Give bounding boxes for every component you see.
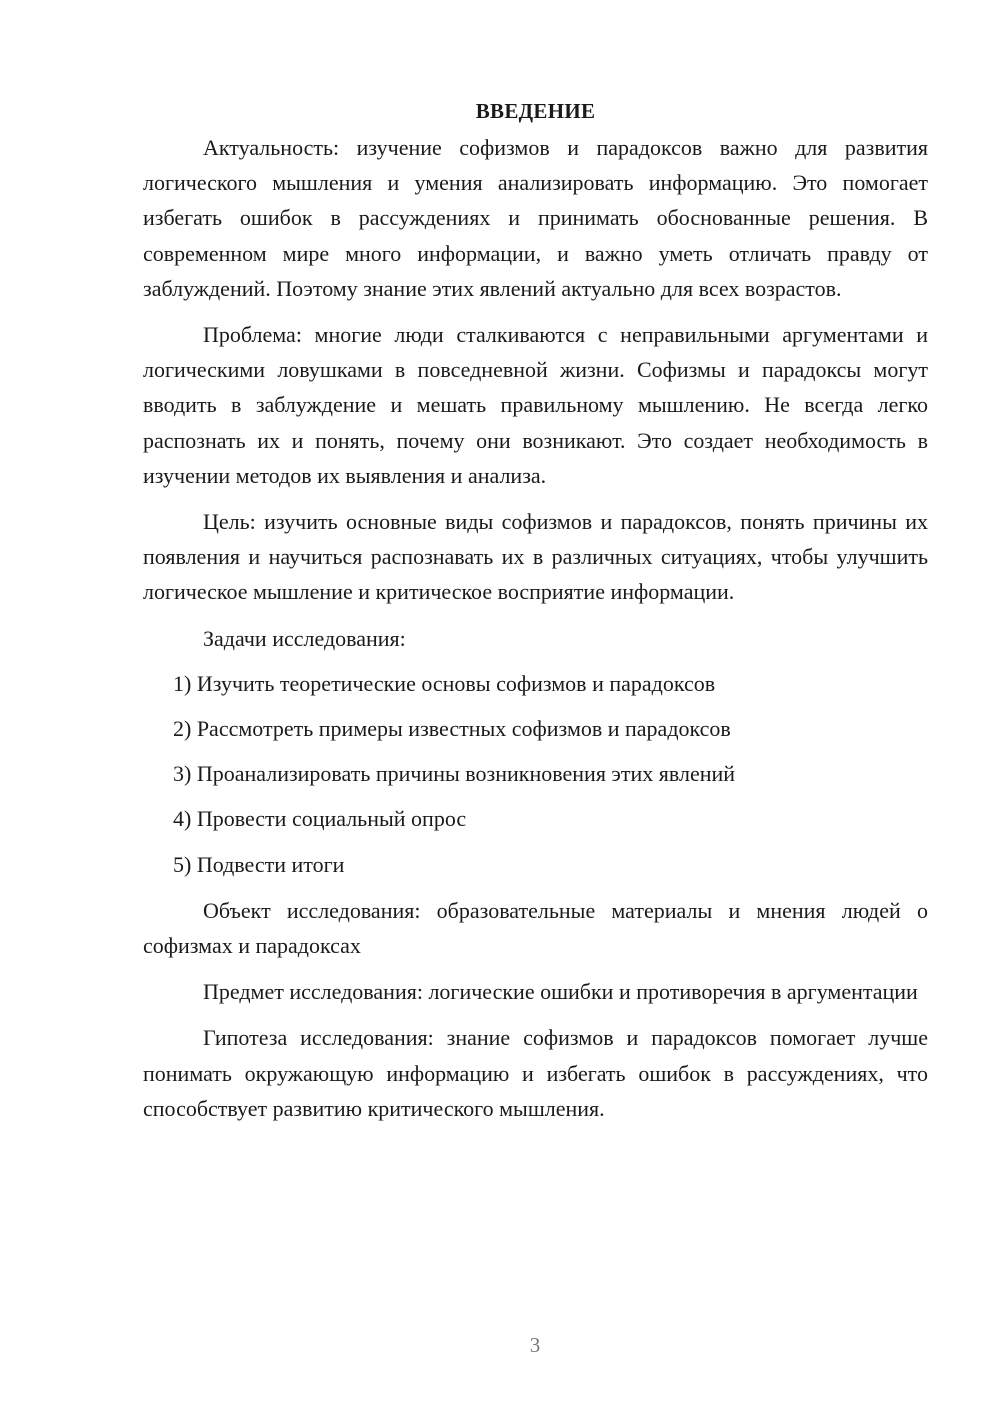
paragraph-relevance: Актуальность: изучение софизмов и парадоксов важно для развития логического мышления и умения анализировать информацию. Это помогает избегать ошибок в рассуждениях и принимать обоснованные решения. В современном мире много информации, и важно уметь отличать правду от заблуждений. Поэтому знание этих явлений актуально для всех возрастов. xyxy=(143,135,928,301)
paragraph-problem: Проблема: многие люди сталкиваются с неправильными аргументами и логическими ловушками в повседневной жизни. Софизмы и парадоксы могут вводить в заблуждение и мешать правильному мышлению. Не всегда легко распознать их и понять, почему они возникают. Это создает необходимость в изучении методов их выявления и анализа. xyxy=(143,322,928,488)
list-item: 1) Изучить теоретические основы софизмов и парадоксов xyxy=(173,670,716,696)
tasks-heading: Задачи исследования: xyxy=(203,625,406,651)
document-page xyxy=(143,96,928,1126)
paragraph-object: Объект исследования: образовательные материалы и мнения людей о софизмах и парадоксах xyxy=(143,897,928,959)
list-item: 4) Провести социальный опрос xyxy=(173,806,467,832)
list-item: 3) Проанализировать причины возникновения этих явлений xyxy=(173,761,736,787)
list-item: 5) Подвести итоги xyxy=(173,851,345,877)
tasks-list xyxy=(143,666,928,882)
section-title: ВВЕДЕНИЕ xyxy=(475,99,596,123)
paragraph-subject: Предмет исследования: логические ошибки и противоречия в аргументации xyxy=(203,979,918,1005)
list-item: 2) Рассмотреть примеры известных софизмов и парадоксов xyxy=(173,716,731,742)
paragraph-goal: Цель: изучить основные виды софизмов и парадоксов, понять причины их появления и научиться распознавать их в различных ситуациях, чтобы улучшить логическое мышление и критическое восприятие информации. xyxy=(143,509,928,605)
paragraph-hypothesis: Гипотеза исследования: знание софизмов и парадоксов помогает лучше понимать окружающую информацию и избегать ошибок в рассуждениях, что способствует развитию критического мышления. xyxy=(143,1025,928,1121)
page-number: 3 xyxy=(529,1333,541,1357)
